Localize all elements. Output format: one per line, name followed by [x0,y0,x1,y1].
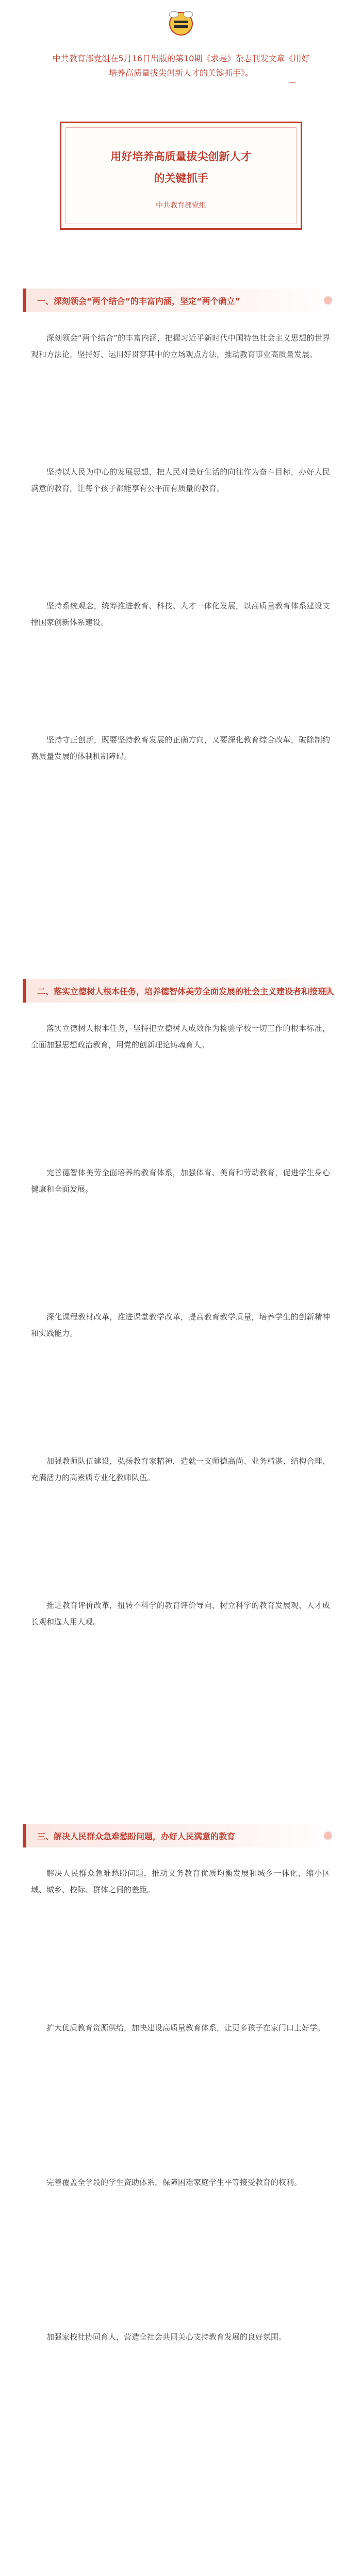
paragraph: 加强教师队伍建设，弘扬教育家精神，造就一支师德高尚、业务精湛、结构合理、充满活力的高素质专业化教师队伍。 [31,1456,330,1482]
section-title-2: 二、落实立德树人根本任务，培养德智体美劳全面发展的社会主义建设者和接班人 [37,987,335,996]
paragraph: 落实立德树人根本任务，坚持把立德树人成效作为检验学校一切工作的根本标准，全面加强思想政治教育，用党的创新理论铸魂育人。 [31,1024,330,1049]
paragraph: 坚持以人民为中心的发展思想，把人民对美好生活的向往作为奋斗目标，办好人民满意的教育，让每个孩子都能享有公平而有质量的教育。 [31,467,330,493]
intro-dash: — [289,78,296,87]
bee-emblem-icon [162,7,200,40]
section-bar-1 [23,289,338,312]
section-title-3: 三、解决人民群众急难愁盼问题，办好人民满意的教育 [37,1832,236,1841]
paragraph: 坚持系统观念，统筹推进教育、科技、人才一体化发展，以高质量教育体系建设支撑国家创新体系建设。 [31,601,330,627]
intro-text: 中共教育部党组在5月16日出版的第10期《求是》杂志刊发文章《用好培养高质量拔尖创新人才的关键抓手》。 [52,54,310,78]
paragraph: 完善覆盖全学段的学生资助体系，保障困难家庭学生平等接受教育的权利。 [46,2178,302,2187]
paragraph: 加强家校社协同育人，营造全社会共同关心支持教育发展的良好氛围。 [46,2332,287,2342]
paragraph: 扩大优质教育资源供给，加快建设高质量教育体系，让更多孩子在家门口上好学。 [46,2023,325,2032]
headline-line-1: 用好培养高质量拔尖创新人才 [110,150,252,163]
paragraph: 深化课程教材改革，推进课堂教学改革，提高教育教学质量，培养学生的创新精神和实践能力。 [31,1312,330,1338]
paragraph: 推进教育评价改革，扭转不科学的教育评价导向，树立科学的教育发展观、人才成长观和选人用人观。 [31,1601,330,1626]
section-dot-icon [324,296,332,304]
paragraph: 深刻领会“两个结合”的丰富内涵，把握习近平新时代中国特色社会主义思想的世界观和方法论，坚持好、运用好贯穿其中的立场观点方法，推动教育事业高质量发展。 [31,333,330,359]
section-dot-icon [324,987,332,995]
paragraph: 解决人民群众急难愁盼问题，推动义务教育优质均衡发展和城乡一体化，缩小区域、城乡、校际、群体之间的差距。 [31,1869,330,1894]
section-dot-icon [324,1832,332,1840]
headline-source: 中共教育部党组 [156,201,206,210]
section-bar-3 [23,1824,338,1848]
headline-inner-border [65,127,297,224]
section-bar-2 [23,979,338,1003]
paragraph: 坚持守正创新，既要坚持教育发展的正确方向，又要深化教育综合改革，破除制约高质量发展的体制机制障碍。 [31,735,330,761]
section-title-1: 一、深刻领会“两个结合”的丰富内涵，坚定“两个确立” [37,296,241,306]
headline-frame [60,122,302,230]
paragraph: 完善德智体美劳全面培养的教育体系，加强体育、美育和劳动教育，促进学生身心健康和全面发展。 [31,1168,330,1194]
headline-line-2: 的关键抓手 [154,172,208,184]
